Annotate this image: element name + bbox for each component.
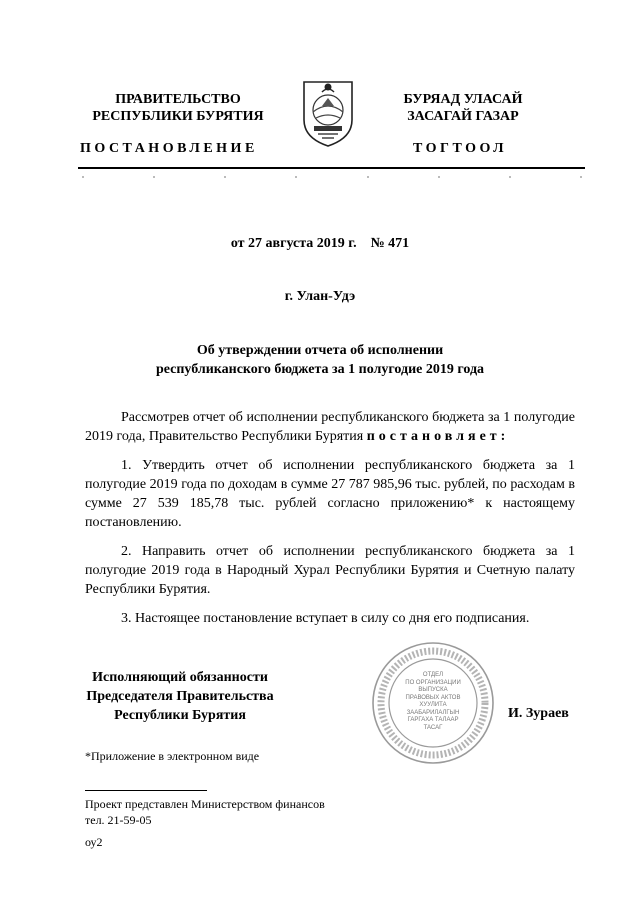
footer-rule (85, 790, 207, 791)
header-right-doc-type: ТОГТООЛ (413, 141, 508, 156)
official-stamp (370, 640, 496, 766)
intro-paragraph (85, 408, 575, 446)
header-rule (78, 167, 585, 169)
item-2: 2. Направить отчет об исполнении республиканского бюджета за 1 полугодие 2019 года в Народный Хурал Республики Бурятия и Счетную палату Республики Бурятия. (85, 544, 575, 597)
date-number: от 27 августа 2019 г. № 471 (230, 236, 410, 251)
item-1: 1. Утвердить отчет об исполнении республиканского бюджета за 1 полугодие 2019 года по доходам в сумме 27 787 985,96 тыс. рублей, по расходам в сумме 27 539 185,78 тыс. рублей согласно приложению* к настоящему постановлению. (85, 458, 575, 530)
signatory-name: И. Зураев (508, 706, 569, 721)
item-3: 3. Настоящее постановление вступает в силу со дня его подписания. (121, 611, 530, 626)
header-left (78, 91, 278, 125)
header-dots (82, 176, 582, 180)
footer-line2: тел. 21-59-05 (85, 813, 152, 827)
stamp-text: ОТДЕЛ ПО ОРГАНИЗАЦИИ ВЫПУСКА ПРАВОВЫХ АКТОВ ХУУЛИТА ЗААБАРИЛАЛГЫН ГАРГАХА ТАЛААР ТАСАГ (405, 672, 461, 731)
title-line2: республиканского бюджета за 1 полугодие 2019 года (155, 362, 485, 377)
title-line1: Об утверждении отчета об исполнении (196, 343, 444, 358)
header-right (380, 91, 546, 125)
position-line2: Председателя Правительства (86, 689, 274, 704)
document-body (85, 408, 575, 628)
header-left-doc-type: ПОСТАНОВЛЕНИЕ (80, 141, 258, 156)
emblem-icon (300, 76, 356, 148)
header-left-line1: ПРАВИТЕЛЬСТВО (115, 92, 241, 107)
intro-keyword: постановляет: (366, 429, 510, 444)
header-right-line2: ЗАСАГАЙ ГАЗАР (407, 109, 519, 124)
footer (85, 796, 325, 850)
position-line1: Исполняющий обязанности (92, 670, 268, 685)
document-title (0, 341, 640, 379)
position-line3: Республики Бурятия (114, 708, 246, 723)
footnote: *Приложение в электронном виде (85, 749, 260, 763)
intro-text: Рассмотрев отчет об исполнении республиканского бюджета за 1 полугодие 2019 года, Правительство Республики Бурятия (85, 410, 575, 444)
footer-line3: оу2 (85, 835, 103, 849)
footer-line1: Проект представлен Министерством финансов (85, 797, 325, 811)
signatory-position (80, 668, 280, 725)
header-right-line1: БУРЯАД УЛАСАЙ (403, 92, 523, 107)
city: г. Улан-Удэ (284, 289, 356, 304)
header-left-line2: РЕСПУБЛИКИ БУРЯТИЯ (92, 109, 264, 124)
